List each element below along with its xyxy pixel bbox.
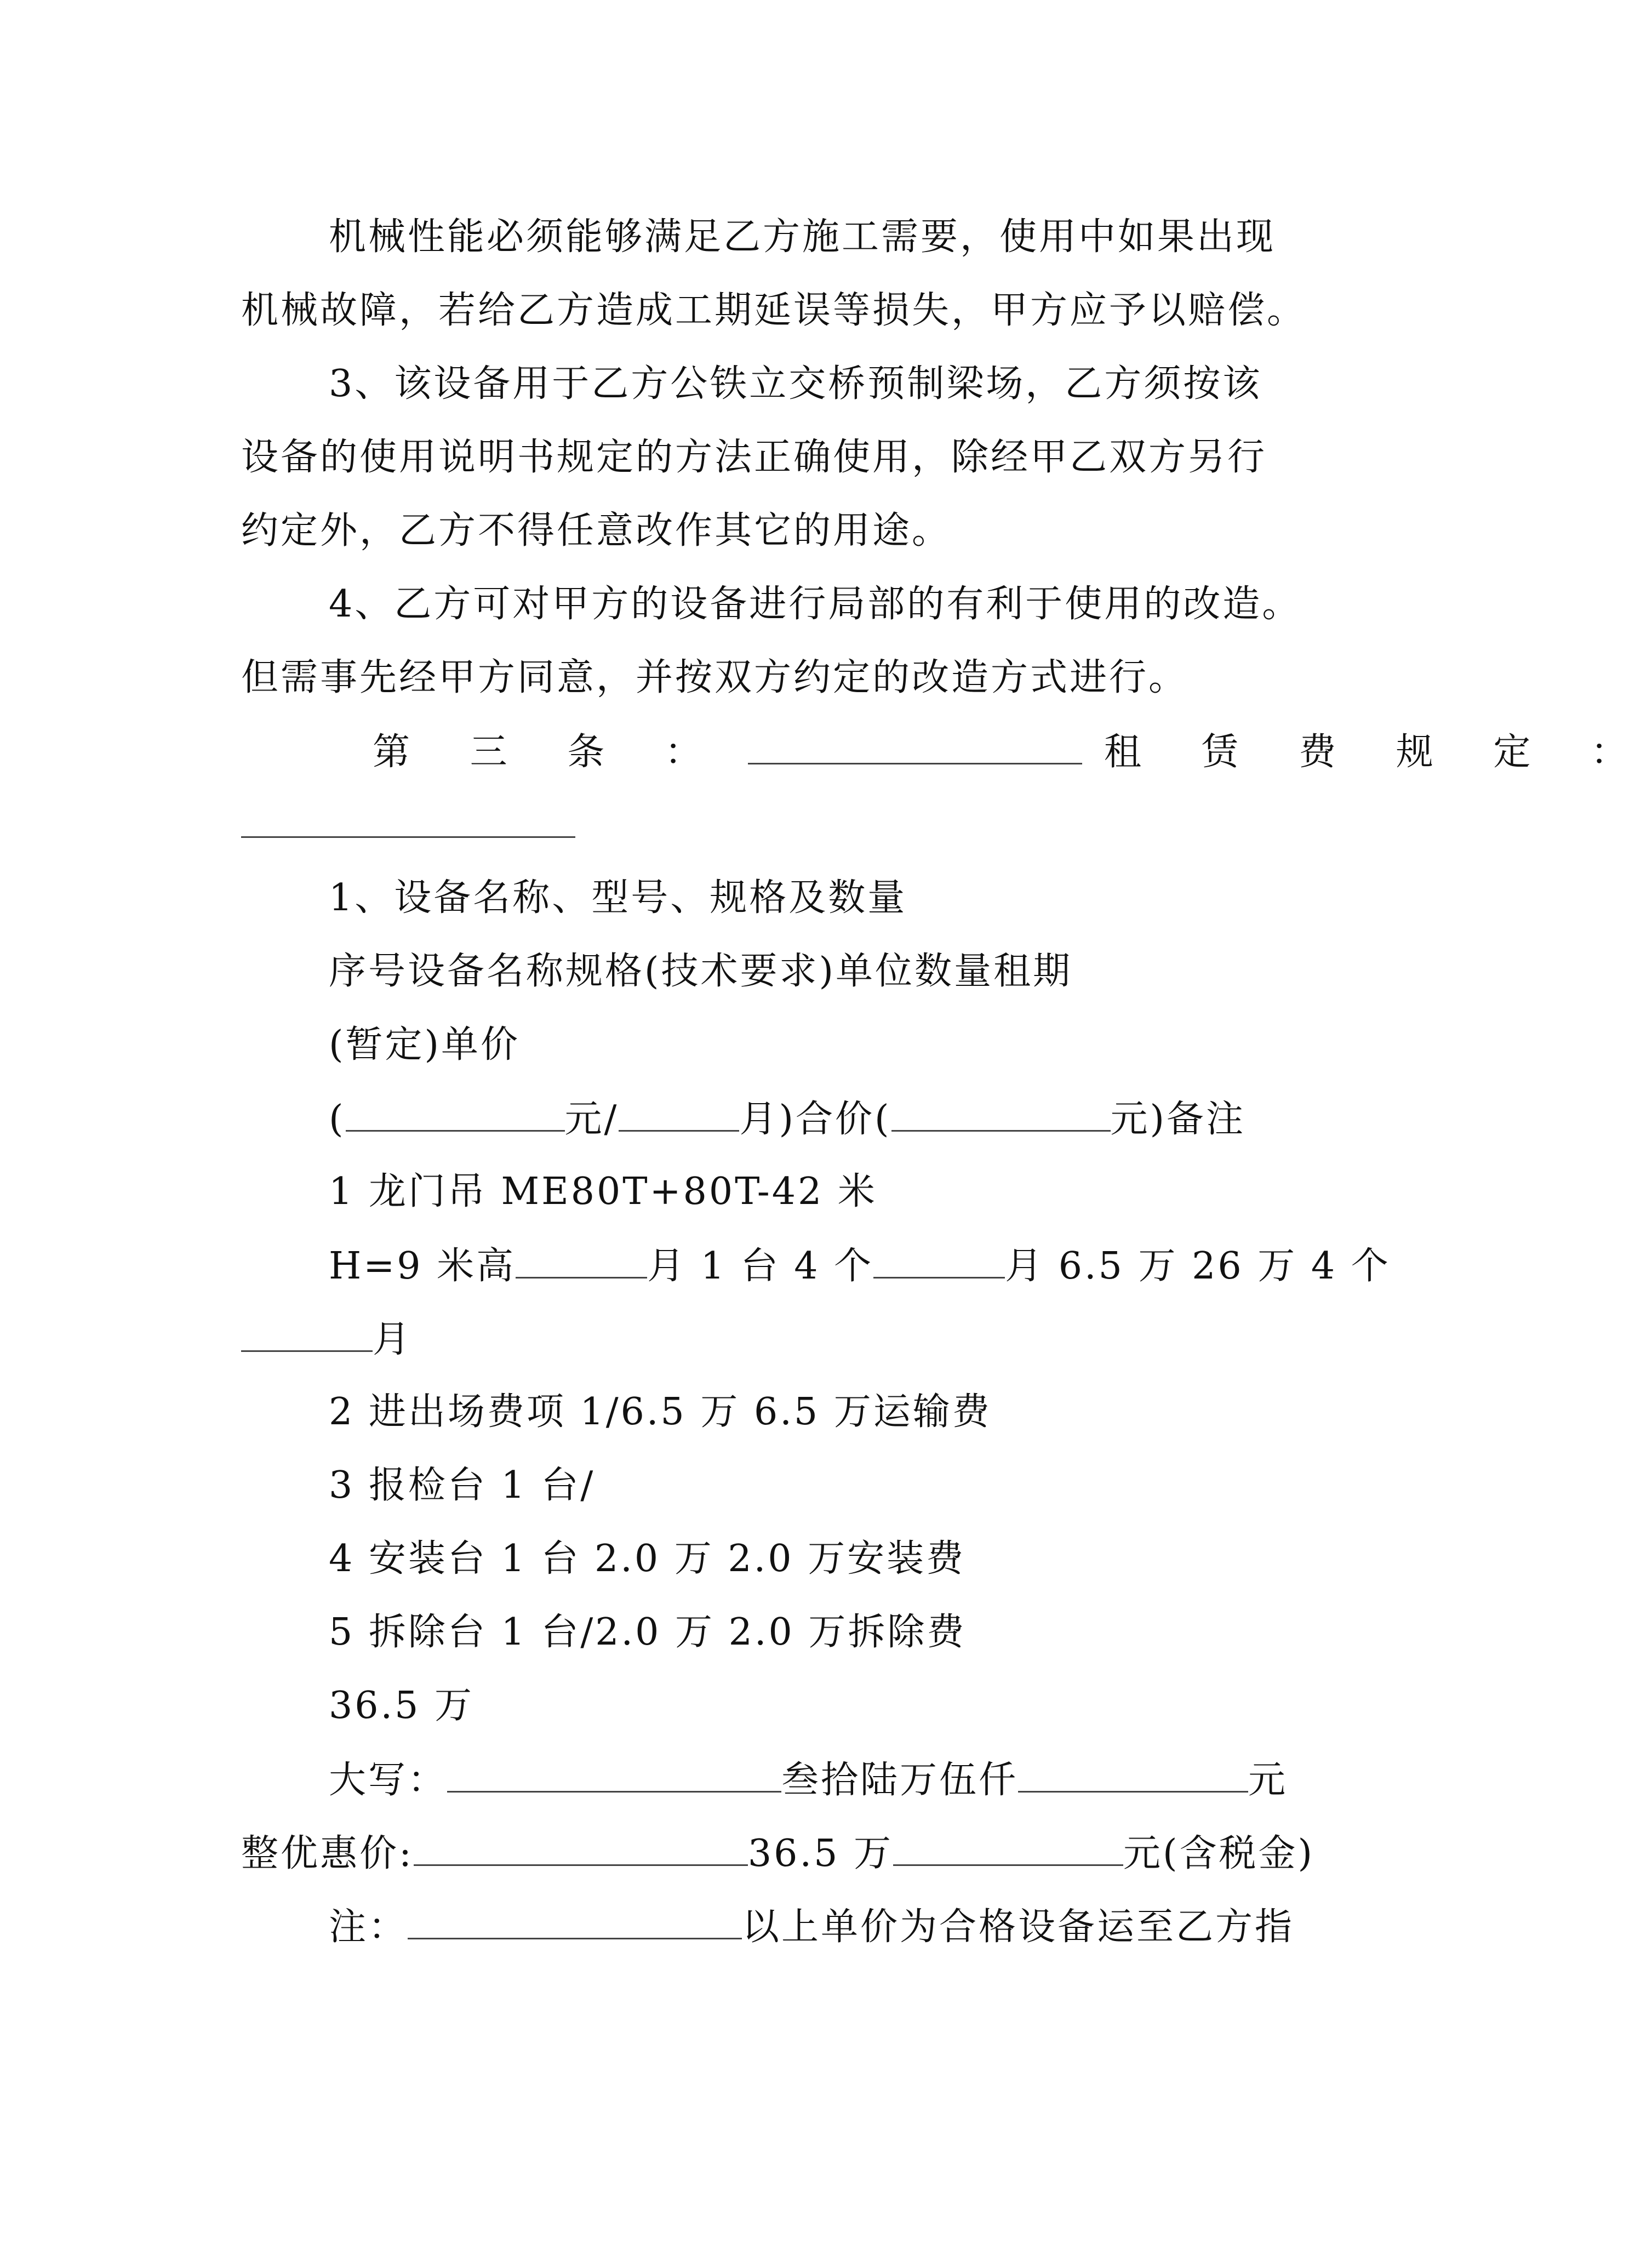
paragraph-line: 机械性能必须能够满足乙方施工需要，使用中如果出现 xyxy=(329,215,1276,259)
discount-price: 整优惠价: 36.5 万 元(含税金) xyxy=(241,1828,1314,1879)
table-row-continuation: 月 xyxy=(241,1314,412,1365)
table-header-line: 序号设备名称规格(技术要求)单位数量租期 xyxy=(329,950,1073,993)
paragraph-line: 约定外，乙方不得任意改作其它的用途。 xyxy=(241,509,952,552)
heading-continuation xyxy=(241,800,579,851)
blank-field xyxy=(241,1314,373,1352)
blank-field xyxy=(516,1241,647,1279)
table-row: H=9 米高 月 1 台 4 个 月 6.5 万 26 万 4 个 xyxy=(329,1241,1391,1291)
table-row: 3 报检台 1 台/ xyxy=(329,1464,596,1507)
blank-field xyxy=(408,1902,742,1939)
blank-field xyxy=(1018,1755,1248,1793)
article-heading xyxy=(373,727,1652,777)
blank-field xyxy=(891,1094,1111,1132)
blank-field xyxy=(346,1094,565,1132)
paragraph-line: 机械故障，若给乙方造成工期延误等损失，甲方应予以赔偿。 xyxy=(241,289,1307,332)
blank-field xyxy=(748,727,1082,764)
table-row: 2 进出场费项 1/6.5 万 6.5 万运输费 xyxy=(329,1390,992,1434)
paragraph-line: 3、该设备用于乙方公铁立交桥预制梁场，乙方须按该 xyxy=(329,362,1262,406)
table-row: 5 拆除台 1 台/2.0 万 2.0 万拆除费 xyxy=(329,1611,967,1654)
blank-field xyxy=(414,1828,748,1866)
amount-in-words: 大写： 叁拾陆万伍仟 元 xyxy=(329,1755,1288,1805)
blank-field xyxy=(893,1828,1123,1866)
paragraph-line: 但需事先经甲方同意，并按双方约定的改造方式进行。 xyxy=(241,656,1188,699)
section-heading: 1、设备名称、型号、规格及数量 xyxy=(329,876,907,920)
blank-field xyxy=(873,1241,1005,1279)
table-header-line: (暂定)单价 xyxy=(329,1023,521,1066)
blank-field xyxy=(447,1755,781,1793)
blank-field xyxy=(241,800,575,838)
blank-field xyxy=(619,1094,739,1132)
paragraph-line: 4、乙方可对甲方的设备进行局部的有利于使用的改造。 xyxy=(329,583,1302,626)
table-header-line: ( 元/ 月)合价( 元)备注 xyxy=(329,1094,1245,1144)
article-number: 第 三 条 ： xyxy=(373,730,726,774)
table-total: 36.5 万 xyxy=(329,1684,475,1727)
table-row: 1 龙门吊 ME80T+80T-42 米 xyxy=(329,1170,877,1213)
note-line: 注： 以上单价为合格设备运至乙方指 xyxy=(329,1902,1294,1952)
paragraph-line: 设备的使用说明书规定的方法正确使用，除经甲乙双方另行 xyxy=(241,436,1267,479)
table-row: 4 安装台 1 台 2.0 万 2.0 万安装费 xyxy=(329,1537,966,1580)
article-title: 租 赁 费 规 定 ： xyxy=(1104,730,1652,774)
